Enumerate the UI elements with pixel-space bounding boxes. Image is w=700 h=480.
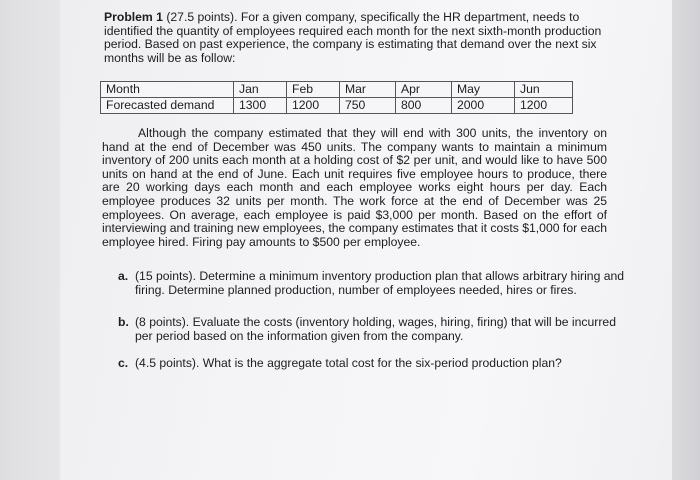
background-left (0, 0, 60, 480)
table-header-cell: May (452, 82, 515, 98)
table-header-cell: Jan (234, 82, 287, 98)
question-label: c. (118, 356, 129, 370)
table-cell: 2000 (452, 98, 515, 114)
question-c (118, 356, 630, 370)
table-row (101, 98, 573, 114)
table-header-cell: Month (101, 82, 234, 98)
table-cell: 1300 (234, 98, 287, 114)
question-b (118, 315, 630, 343)
question-text: (4.5 points). What is the aggregate total cost for the six-period production plan? (135, 356, 562, 370)
table-header-cell: Mar (340, 82, 396, 98)
question-label: b. (118, 315, 129, 329)
demand-table (100, 81, 573, 114)
background-right (672, 0, 700, 480)
question-label: a. (118, 269, 129, 283)
table-cell: 800 (396, 98, 452, 114)
problem-statement (104, 11, 614, 65)
question-a (118, 269, 630, 297)
problem-paragraph: Although the company estimated that they will end with 300 units, the inventory on hand at the end of December was 450 units. The company wants to maintain a minimum inventory of 200 units each month at a holding cost of $2 per unit, and would like to have 500 units on hand at the end of June. Each unit requires five employee hours to produce, there are 20 working days each month and each employee works eight hours per day. Each employee produces 32 units per month. The work force at the end of December was 25 employees. On average, each employee is paid $3,000 per month. Based on the effort of interviewing and training new employees, the company estimates that it costs $1,000 for each employee hired. Firing pay amounts to $500 per employee. (102, 126, 607, 249)
table-cell: 750 (340, 98, 396, 114)
question-text: (15 points). Determine a minimum inventory production plan that allows arbitrary hiring and firing. Determine planned production, number of employees needed, hires or fires. (135, 269, 625, 297)
table-header-cell: Feb (287, 82, 340, 98)
question-text: (8 points). Evaluate the costs (inventory holding, wages, hiring, firing) that will be incurred per period based on the information given from the company. (135, 315, 616, 343)
table-header-row (101, 82, 573, 98)
table-cell: 1200 (287, 98, 340, 114)
problem-title: Problem 1 (104, 10, 163, 24)
table-cell: 1200 (515, 98, 573, 114)
problem-statement-text: (27.5 points). For a given company, specifically the HR department, needs to identified the quantity of employees required each month for the next sixth-month production period. Based on past experience, the company is estimating that demand over the next six months will be as follow: (104, 10, 602, 65)
table-cell: Forecasted demand (101, 98, 234, 114)
table-header-cell: Apr (396, 82, 452, 98)
table-header-cell: Jun (515, 82, 573, 98)
